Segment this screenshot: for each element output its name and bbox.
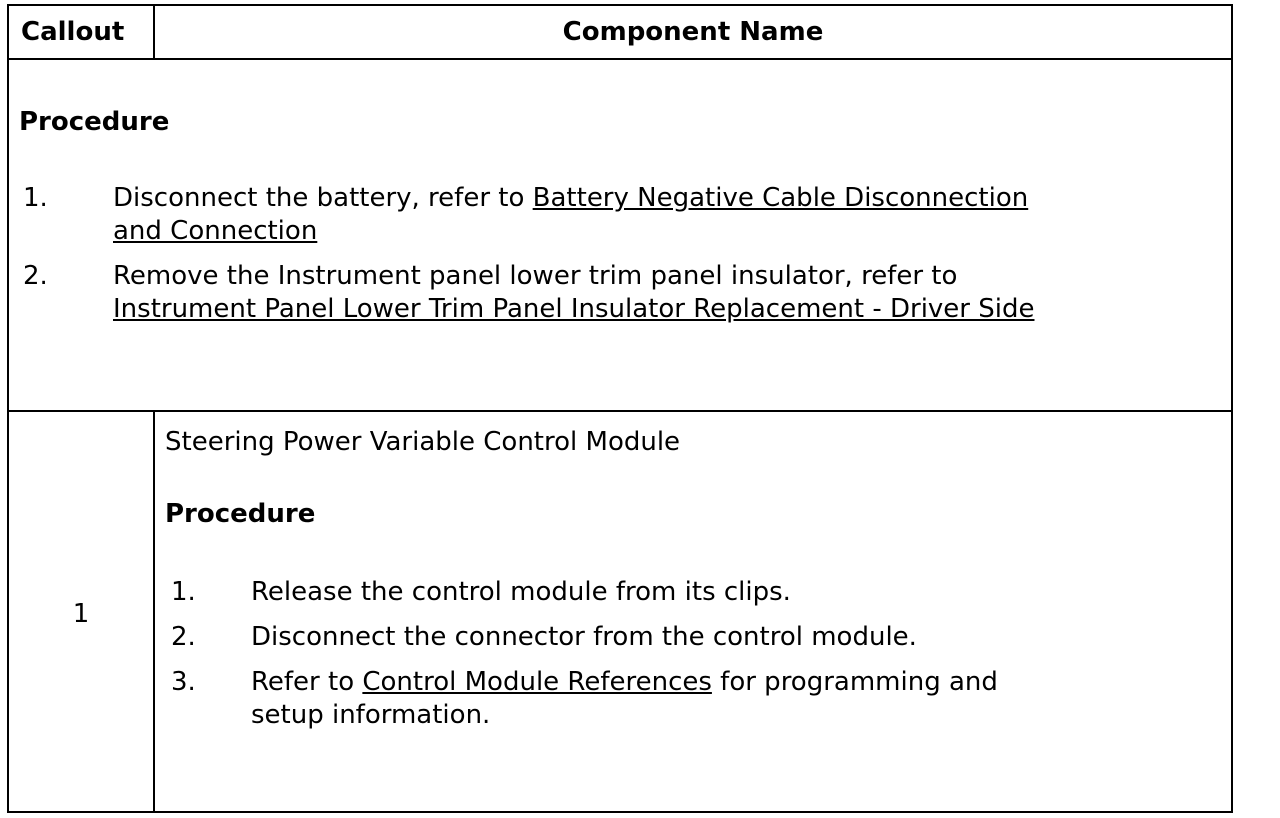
callout-cell	[9, 412, 155, 811]
list-item	[171, 666, 1221, 736]
table-header-row	[9, 6, 1231, 60]
step-text	[251, 666, 998, 732]
step-text	[113, 182, 1028, 248]
component-name: Steering Power Variable Control Module	[165, 427, 681, 457]
list-item	[171, 621, 1221, 655]
step-number: 2.	[171, 622, 196, 652]
callout-number: 1	[72, 599, 90, 629]
step-number: 1.	[23, 183, 48, 213]
step-number: 2.	[23, 261, 48, 291]
battery-connection-link[interactable]: and Connection	[113, 216, 318, 246]
step-text: Release the control module from its clips.	[251, 577, 791, 607]
step-text-prefix: Disconnect the battery, refer to	[113, 183, 533, 213]
header-component-name: Component Name	[562, 17, 824, 47]
step-text-line: setup information.	[251, 700, 491, 730]
step-text-prefix: Refer to	[251, 667, 363, 697]
step-text-suffix: for programming and	[711, 667, 998, 697]
step-text	[113, 260, 1034, 326]
step-text: Disconnect the connector from the control module.	[251, 622, 917, 652]
control-module-references-link[interactable]: Control Module References	[362, 667, 712, 697]
header-callout: Callout	[9, 6, 155, 58]
component-table	[7, 4, 1233, 813]
battery-disconnection-link[interactable]: Battery Negative Cable Disconnection	[532, 183, 1029, 213]
procedure-title: Procedure	[19, 107, 170, 137]
general-procedure-row	[9, 60, 1231, 412]
step-number: 3.	[171, 667, 196, 697]
procedure-title: Procedure	[165, 499, 316, 529]
step-text-line: Remove the Instrument panel lower trim panel insulator, refer to	[113, 261, 958, 291]
table-row	[9, 412, 1231, 811]
list-item	[171, 576, 1221, 610]
list-item	[23, 182, 1223, 252]
list-item	[23, 260, 1223, 330]
step-number: 1.	[171, 577, 196, 607]
insulator-replacement-link[interactable]: Instrument Panel Lower Trim Panel Insulator Replacement - Driver Side	[113, 294, 1035, 324]
